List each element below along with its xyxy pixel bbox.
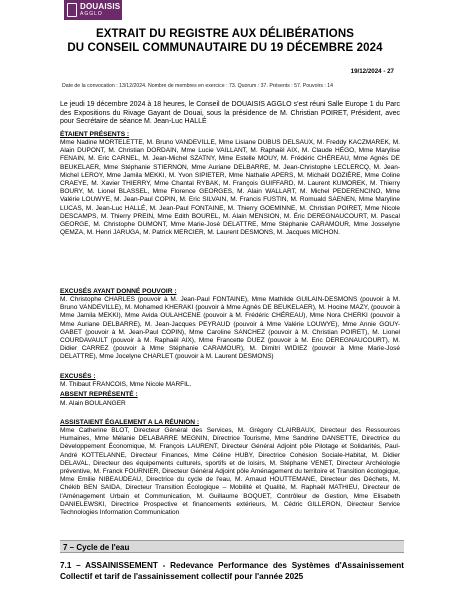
presents-heading: ÉTAIENT PRÉSENTS :	[60, 131, 130, 138]
excuses-heading: EXCUSÉS :	[60, 373, 96, 380]
document-title-line1: EXTRAIT DU REGISTRE AUX DÉLIBÉRATIONS	[96, 28, 354, 40]
absent-heading: ABSENT REPRÉSENTÉ :	[60, 391, 138, 398]
douaisis-agglo-logo	[64, 0, 122, 20]
intro-paragraph: Le jeudi 19 décembre 2024 à 18 heures, le Conseil de DOUAISIS AGGLO s'est réuni Salle Europe 1 du Parc des Expositions du Rivage Gayant de Douai, sous la présidence de M. Christian POIRET, Président, avec pour Secrétaire de séance M. Jean-Luc HALLÉ	[60, 101, 400, 126]
presents-list: Mme Nadine MORTELETTE, M. Bruno VANDEVILLE, Mme Lisiane DUBUS DELSAUX, M. Freddy KACZMAREK, M. Alain DUPONT, M. Christian DORDAIN, Mme Lucie VAILLANT, M. Raphaël AIX, M. Claude HÉGO, Mme Marylise FENAIN, M. Eric CARNEL, M. Jean-Michel SZATNY, Mme Estelle MOUY, M. Frédéric CHÉREAU, Mme Agnès DE BEUKELAER, Mme Stéphanie STIERNON, Mme Auriane DELBARRE, M. Jean-Christophe LECLERCQ, M. Jean-Michel LEROY, Mme Jamila MEKKI, M. Yvon SIPIETER, Mme Nathalie APERS, M. Michaël DOZIÈRE, Mme Coline CRAEYE, M. Xavier THIERRY, Mme Chantal RYBAK, M. François GUIFFARD, M. Laurent KUMOREK, M. Thierry BOURY, M. Lionel BLASSEL, Mme Florence GEORGES, M. Alain WALLART, M. Michel PEDERENCINO, Mme Valérie LOUWYE, M. Jean-Paul COPIN, M. Eric SILVAIN, M. Francis FUSTIN, M. Romuald SAENEN, Mme Maryline LUCAS, M. Jean-Luc HALLÉ, M. Jean-Paul FONTAINE, M. Thierry GOEMINNE, M. Christian POIRET, Mme Nicole DESCAMPS, M. Thierry PREIN, Mme Edith BOUREL, M. Alain MENSION, M. Éric DEREGNAUCOURT, M. Pascal GEORGE, M. Christophe DUMONT, Mme Marie-José DELATTRE, Mme Stéphanie CARAMOUR, Mme Josselyne QEMZA, M. Henri JARUGA, M. Patrick MERCIER, M. Laurent DESMONS, M. Jacques MICHON.	[60, 139, 400, 237]
convocation-line: Date de la convocation : 13/12/2024. Nombre de membres en exercice : 73. Quorum : 37. Présents : 57. Pouvoirs : 14	[62, 83, 334, 89]
logo-mark-icon	[67, 3, 77, 17]
document-title-line2: DU CONSEIL COMMUNAUTAIRE DU 19 DÉCEMBRE 2024	[67, 42, 383, 54]
pouvoir-list: M. Christophe CHARLES (pouvoir à M. Jean-Paul FONTAINE), Mme Mathilde GUILAIN-DESMONS (pouvoir à M. Bruno VANDEVILLE), M. Mohamed KHERAKI (pouvoir à Mme Agnès DE BEUKELAER), M. Hocine MAZY, (pouvoir à Mme Jamila MEKKI), Mme Avida OULAHCENE (pouvoir à M. Frédéric CHÉREAU), Mme Nora CHERKI (pouvoir à Mme Auriane DELBARRE), M. Jean-Jacques PEYRAUD (pouvoir à Mme Valérie LOUWYE), Mme Annie GOUY-GABET (pouvoir à M. Jean-Paul COPIN), Mme Caroline SANCHEZ (pouvoir à M. Christian POIRET), M. Lionel COURDAVAULT (pouvoir à M. Raphaël AIX), Mme Francette DUEZ (pouvoir à M. Eric DEREGNAUCOURT), M. Didier CARREZ (pouvoir à Mme Stéphanie CARAMOUR), M. Dimitri WIDIEZ (pouvoir à Mme Marie-José DELATTRE), Mme Jocelyne CHARLET (pouvoir à M. Laurent DESMONS)	[60, 296, 400, 361]
logo-text	[80, 3, 120, 17]
reunion-list: Mme Catherine BLOT, Directeur Général des Services, M. Grégory CLAIRBAUX, Directeur des Ressources Humaines, Mme Mélanie DELABARRE MEGNIN, Directrice Tourisme, Mme Sandrine DANSETTE, Directrice du Développement Économique, M. François LAURENT, Directeur Général Adjoint pôle Pilotage et Solidarités, Paul-André KOTTELANNE, Directeur Finances, Mme Céline HUBY, Directrice Cohésion Sociale-Habitat, M. Didier DELAVAL, Directeur des équipements culturels, sportifs et de loisirs, M. Stéphane VENET, Directeur Archéologie préventive, M. Franck FOURNIER, Directeur Général Adjoint pôle Aménagement du territoire et Transition écologique, Mme Emilie NIBEAUDEAU, Directrice du cycle de l'eau, M. Arnaud HOUTTEMANE, Directeur des Déchets, M. Chékib BEN SAIDA, Directeur Transition Écologique – Mobilité et Qualité, M. Raphaël MATHIEU, Directeur de l'Aménagement Urbain et Communication, M. Guillaume BOQUET, Contrôleur de Gestion, Mme Elisabeth DANIELEWSKI, Directrice Prospective et financements extérieurs, M. Cédric GILLERON, Directeur Service Technologies Information Communication	[60, 427, 400, 517]
absent-list: M. Alain BOULANGER	[60, 400, 126, 407]
excuses-list: M. Thibaut FRANCOIS, Mme Nicole MARFIL.	[60, 381, 192, 388]
agenda-item-title: 7.1 – ASSAINISSEMENT - Redevance Performance des Systèmes d'Assainissement Collectif et tarif de l'assainissement collectif pour l'année 2025	[60, 561, 404, 581]
logo-brand: DOUAISIS	[80, 2, 121, 11]
pouvoir-heading: EXCUSÉS AYANT DONNÉ POUVOIR :	[60, 288, 177, 295]
deliberation-reference: 19/12/2024 - 27	[350, 68, 394, 75]
reunion-heading: ASSISTAIENT ÉGALEMENT A LA RÉUNION :	[60, 419, 200, 426]
logo-sub: AGGLO	[80, 11, 103, 17]
section-bar-cycle-eau: 7 – Cycle de l'eau	[60, 540, 404, 553]
